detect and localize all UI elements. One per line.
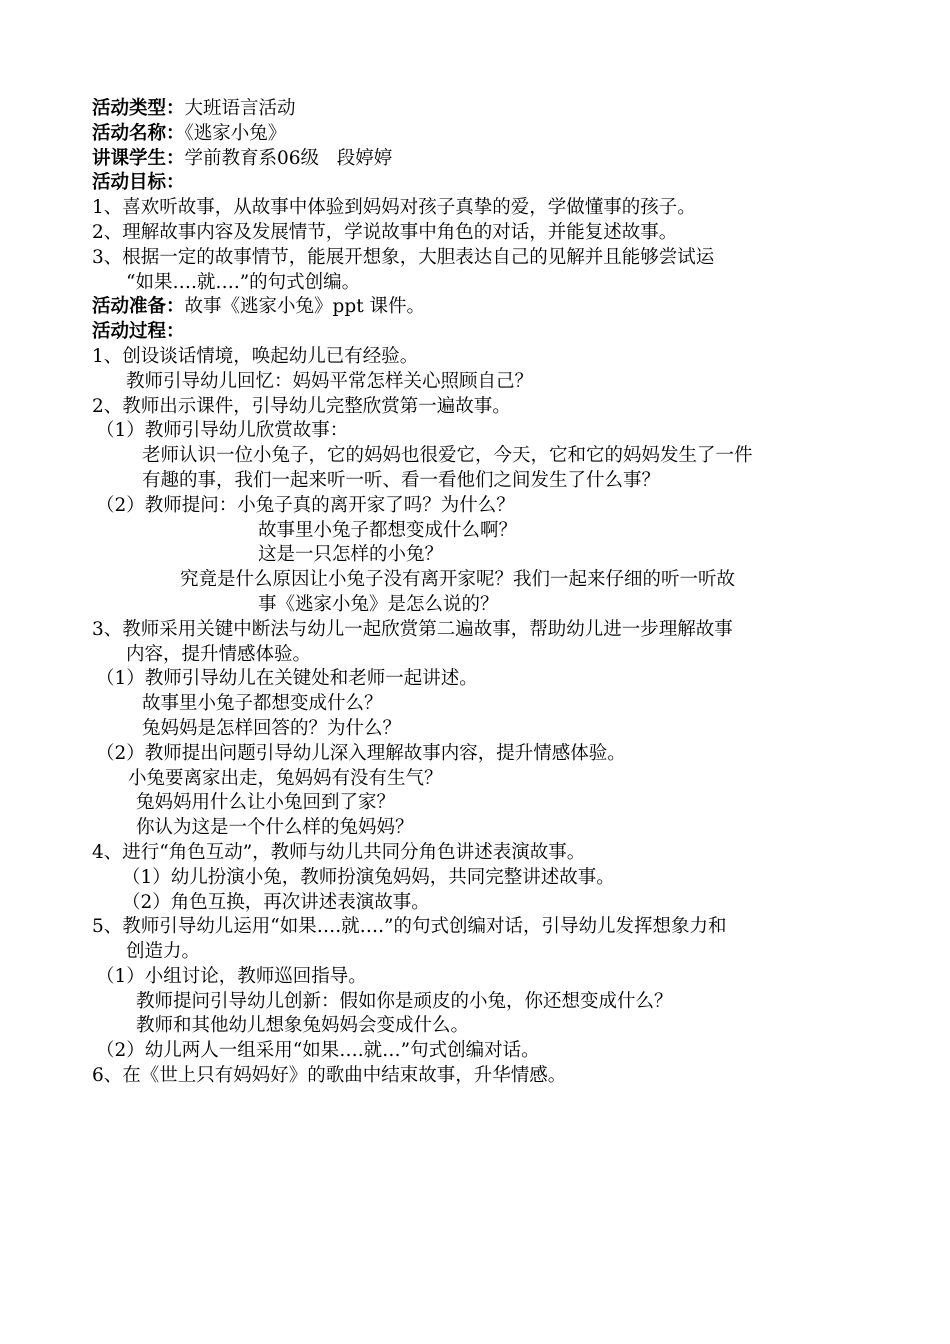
- step-1: 1、创设谈话情境，唤起幼儿已有经验。: [92, 345, 419, 367]
- step-3-sub-2: （2）教师提出问题引导幼儿深入理解故事内容，提升情感体验。: [96, 742, 626, 764]
- step-2: 2、教师出示课件，引导幼儿完整欣赏第一遍故事。: [92, 395, 511, 417]
- preparation-line: [92, 295, 868, 320]
- lesson-plan: [92, 97, 868, 1089]
- step-2-question-d: 事《逃家小兔》是怎么说的？: [258, 593, 499, 615]
- step-2-question-c: 究竟是什么原因让小兔子没有离开家呢？我们一起来仔细的听一听故: [180, 569, 736, 591]
- step-3: 3、教师采用关键中断法与幼儿一起欣赏第二遍故事，帮助幼儿进一步理解故事: [92, 618, 733, 640]
- step-4-sub-2: （2）角色互换，再次讲述表演故事。: [122, 891, 430, 913]
- step-3-sub-1-text-a: 故事里小兔子都想变成什么？: [142, 693, 383, 715]
- step-3-sub-2-text-a: 小兔要离家出走，兔妈妈有没有生气？: [128, 767, 443, 789]
- step-5-continued: 创造力。: [126, 941, 201, 963]
- student-line: [92, 147, 868, 172]
- activity-type-value: 大班语言活动: [184, 98, 296, 119]
- goals-heading: 活动目标：: [92, 172, 185, 194]
- process-heading: 活动过程：: [92, 321, 185, 343]
- step-2-sub-1-text-a: 老师认识一位小兔子，它的妈妈也很爱它，今天，它和它的妈妈发生了一件: [142, 445, 753, 467]
- step-4-sub-1: （1）幼儿扮演小兔，教师扮演兔妈妈，共同完整讲述故事。: [122, 866, 615, 888]
- step-5-sub-1-text-a: 教师提问引导幼儿创新：假如你是顽皮的小兔，你还想变成什么？: [136, 990, 673, 1012]
- activity-name-value: 《逃家小兔》: [184, 122, 287, 144]
- step-2-sub-1: （1）教师引导幼儿欣赏故事：: [96, 420, 349, 442]
- step-3-sub-1-text-b: 兔妈妈是怎样回答的？为什么？: [142, 717, 402, 739]
- student-value: 学前教育系06级 段婷婷: [184, 147, 393, 169]
- step-5-sub-2: （2）幼儿两人一组采用“如果….就…”句式创编对话。: [96, 1040, 540, 1062]
- preparation-label: 活动准备：: [92, 296, 185, 318]
- step-3-continued: 内容，提升情感体验。: [126, 643, 312, 665]
- preparation-value: 故事《逃家小兔》ppt 课件。: [184, 296, 426, 318]
- step-2-question-a: 故事里小兔子都想变成什么啊？: [258, 519, 518, 541]
- step-4: 4、进行“角色互动”，教师与幼儿共同分角色讲述表演故事。: [92, 841, 586, 863]
- student-label: 讲课学生：: [92, 147, 185, 169]
- step-5: 5、教师引导幼儿运用“如果….就….”的句式创编对话，引导幼儿发挥想象力和: [92, 916, 727, 938]
- goal-2: 2、理解故事内容及发展情节，学说故事中角色的对话，并能复述故事。: [92, 221, 678, 243]
- activity-type-label: 活动类型：: [92, 98, 185, 119]
- step-5-sub-1: （1）小组讨论，教师巡回指导。: [96, 965, 367, 987]
- step-1-detail: 教师引导幼儿回忆：妈妈平常怎样关心照顾自己？: [126, 370, 534, 392]
- activity-name-line: [92, 122, 868, 147]
- step-3-sub-1: （1）教师引导幼儿在关键处和老师一起讲述。: [96, 668, 478, 690]
- step-5-sub-1-text-b: 教师和其他幼儿想象兔妈妈会变成什么。: [136, 1015, 470, 1037]
- goal-3-continued: “如果….就….”的句式创编。: [126, 271, 361, 293]
- goal-3: 3、根据一定的故事情节，能展开想象，大胆表达自己的见解并且能够尝试运: [92, 246, 715, 268]
- step-2-sub-1-text-b: 有趣的事，我们一起来听一听、看一看他们之间发生了什么事？: [142, 469, 661, 491]
- activity-name-label: 活动名称：: [92, 122, 185, 144]
- step-3-sub-2-text-c: 你认为这是一个什么样的兔妈妈？: [136, 817, 414, 839]
- activity-type-line: [92, 97, 868, 122]
- step-3-sub-2-text-b: 兔妈妈用什么让小兔回到了家？: [136, 792, 396, 814]
- goal-1: 1、喜欢听故事，从故事中体验到妈妈对孩子真挚的爱，学做懂事的孩子。: [92, 197, 696, 219]
- step-2-sub-2: （2）教师提问：小兔子真的离开家了吗？为什么？: [96, 494, 515, 516]
- step-6: 6、在《世上只有妈妈好》的歌曲中结束故事，升华情感。: [92, 1065, 567, 1087]
- step-2-question-b: 这是一只怎样的小兔？: [258, 544, 444, 566]
